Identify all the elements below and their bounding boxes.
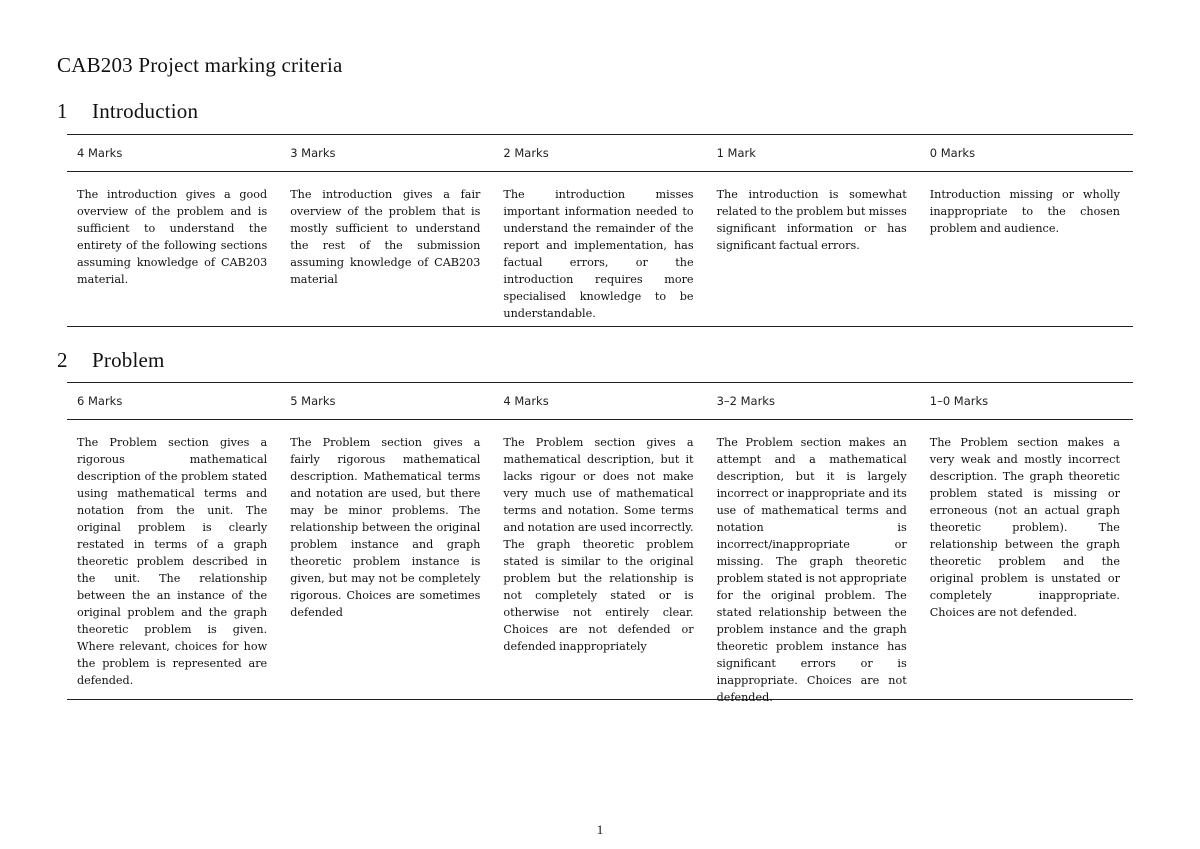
column-header: 1–0 Marks	[929, 394, 989, 408]
criteria-cell: The introduction gives a fair overview of the problem that is mostly sufficient to understand the rest of the submission assuming knowledge of CAB203 material	[290, 188, 481, 286]
section-title: Introduction	[92, 99, 199, 123]
criteria-cell: The Problem section makes a very weak and mostly incorrect description. The graph theoretic problem stated is missing or erroneous (not an actual graph theoretic problem). The relationship between the graph theoretic problem and the original problem is unstated or completely inappropriate. Choices are not defended.	[929, 436, 1120, 619]
criteria-cell: The introduction is somewhat related to the problem but misses significant information or has significant factual errors.	[716, 188, 907, 252]
column-header: 3–2 Marks	[716, 394, 775, 408]
column-header: 5 Marks	[290, 394, 336, 408]
rubric-criteria-row	[67, 172, 1133, 326]
column-header: 4 Marks	[77, 146, 123, 160]
column-header: 1 Mark	[716, 146, 756, 160]
column-header: 6 Marks	[77, 394, 123, 408]
criteria-cell: The introduction gives a good overview of the problem and is sufficient to understand the entirety of the following sections assuming knowledge of CAB203 material.	[77, 188, 268, 286]
criteria-cell: The Problem section makes an attempt and a mathematical description, but it is largely incorrect or inappropriate and its use of mathematical terms and notation is incorrect/inappropriate or missing. The graph theoretic problem stated is not appropriate for the original problem. The stated relationship between the problem instance and the graph theoretic problem instance has significant errors or is inappropriate. Choices are not defended.	[716, 436, 907, 704]
document-title: CAB203 Project marking criteria	[57, 53, 343, 77]
criteria-cell: The Problem section gives a fairly rigorous mathematical description. Mathematical terms and notation are used, but there may be minor problems. The relationship between the original problem instance and graph theoretic problem instance is given, but may not be completely rigorous. Choices are sometimes defended	[290, 436, 481, 619]
section-number: 2	[57, 348, 68, 372]
rubric-criteria-row	[67, 420, 1133, 704]
column-header: 0 Marks	[929, 146, 976, 160]
section-heading-problem	[57, 348, 165, 373]
criteria-cell: The introduction misses important information needed to understand the remainder of the report and implementation, has factual errors, or the introduction requires more specialised knowledge to be understandable.	[503, 188, 694, 320]
column-header: 3 Marks	[290, 146, 336, 160]
section-title: Problem	[92, 348, 165, 372]
rubric-table-introduction	[67, 134, 1133, 327]
section-heading-introduction	[57, 99, 198, 124]
column-header: 2 Marks	[503, 146, 549, 160]
rubric-table-problem	[67, 382, 1133, 704]
page-number: 1	[596, 822, 604, 837]
criteria-cell: The Problem section gives a mathematical description, but it lacks rigour or does not make very much use of mathematical terms and notation. Some terms and notation are used incorrectly. The graph theoretic problem stated is similar to the original problem but the relationship is not completely stated or is otherwise not entirely clear. Choices are not defended or defended inappropriately	[503, 436, 694, 653]
criteria-cell: Introduction missing or wholly inappropriate to the chosen problem and audience.	[929, 188, 1120, 235]
section-number: 1	[57, 99, 68, 123]
rubric-header-row	[67, 135, 1133, 172]
criteria-cell: The Problem section gives a rigorous mathematical description of the problem stated using mathematical terms and notation from the unit. The original problem is clearly restated in terms of a graph theoretic problem described in the unit. The relationship between the an instance of the original problem and the graph theoretic problem is given. Where relevant, choices for how the problem is represented are defended.	[77, 436, 268, 687]
rubric-header-row	[67, 383, 1133, 420]
column-header: 4 Marks	[503, 394, 549, 408]
